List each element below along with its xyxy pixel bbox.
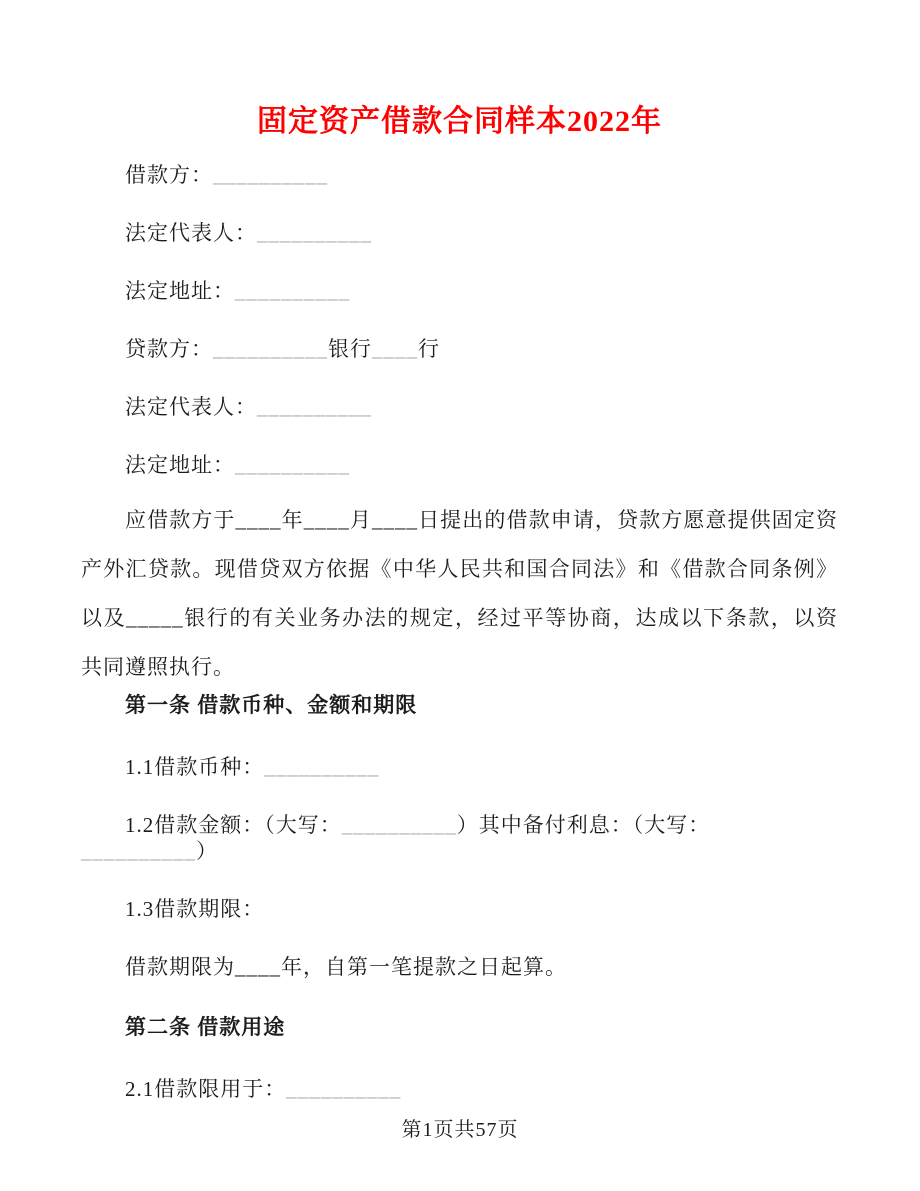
document-line bbox=[81, 954, 838, 980]
text-segment: ） bbox=[196, 839, 218, 863]
text-segment: 应借款方于____年____月____日提出的借款申请，贷款方愿意提供固定资产外汇贷款。现借贷双方依据《中华人民共和国合同法》和《借款合同条例》以及_____银行的有关业务办法的规定，经过平等协商，达成以下条款，以资共同遵照执行。 bbox=[81, 508, 838, 679]
blank-underline: __________ bbox=[81, 839, 196, 863]
text-segment: 借款期限为____年，自第一笔提款之日起算。 bbox=[125, 955, 567, 979]
text-segment: 法定代表人： bbox=[125, 395, 257, 419]
document-line bbox=[81, 754, 838, 780]
page-number: 第1页共57页 bbox=[401, 1119, 519, 1141]
document-line bbox=[81, 1076, 838, 1102]
document-line bbox=[81, 220, 838, 246]
blank-underline: __________ bbox=[286, 1077, 402, 1101]
text-segment: 法定代表人： bbox=[125, 221, 257, 245]
text-segment: 法定地址： bbox=[125, 279, 235, 303]
text-segment: 第二条 借款用途 bbox=[125, 1015, 286, 1039]
text-segment: 借款方： bbox=[125, 163, 213, 187]
document-line bbox=[81, 452, 838, 478]
blank-underline: ____ bbox=[372, 337, 418, 361]
blank-underline: __________ bbox=[235, 453, 350, 477]
text-segment: 银行 bbox=[328, 337, 372, 361]
blank-underline: __________ bbox=[235, 279, 350, 303]
document-title: 固定资产借款合同样本2022年 bbox=[257, 105, 662, 138]
text-segment: 第一条 借款币种、金额和期限 bbox=[125, 693, 418, 717]
text-segment: ）其中备付利息：（大写： bbox=[456, 813, 711, 837]
blank-underline: __________ bbox=[341, 813, 457, 837]
section-heading bbox=[81, 1014, 838, 1040]
blank-underline: __________ bbox=[213, 337, 328, 361]
text-segment: 行 bbox=[418, 337, 440, 361]
document-line bbox=[81, 496, 838, 692]
text-segment: 1.1借款币种： bbox=[125, 755, 265, 779]
text-segment: 1.2借款金额：（大写： bbox=[125, 813, 342, 837]
document-line bbox=[81, 336, 838, 362]
blank-underline: __________ bbox=[264, 755, 380, 779]
text-segment: 贷款方： bbox=[125, 337, 213, 361]
document-body bbox=[81, 162, 838, 1102]
blank-underline: __________ bbox=[213, 163, 328, 187]
blank-underline: __________ bbox=[257, 221, 372, 245]
text-segment: 1.3借款期限： bbox=[125, 897, 265, 921]
text-segment: 2.1借款限用于： bbox=[125, 1077, 287, 1101]
document-line bbox=[81, 278, 838, 304]
section-heading bbox=[81, 692, 838, 718]
document-line bbox=[81, 162, 838, 188]
blank-underline: __________ bbox=[257, 395, 372, 419]
document-line bbox=[81, 896, 838, 922]
document-line bbox=[81, 394, 838, 420]
text-segment: 法定地址： bbox=[125, 453, 235, 477]
document-line bbox=[81, 812, 838, 864]
